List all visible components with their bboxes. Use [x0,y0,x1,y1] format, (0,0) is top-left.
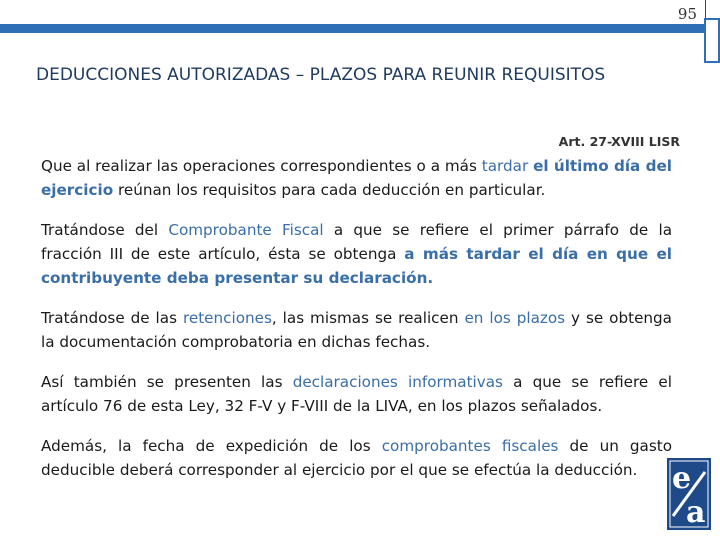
slide-title: DEDUCCIONES AUTORIZADAS – PLAZOS PARA REUNIR REQUISITOS [36,65,606,85]
highlighted-text: a más tardar el día en que el contribuyente deba presentar su declaración. [41,245,673,287]
logo-letter-a: a [686,495,706,530]
highlighted-text: tardar [481,157,529,175]
legal-reference: Art. 27-XVIII LISR [558,134,680,149]
paragraph-text: reúnan los requisitos para cada deducción en particular. [113,181,546,199]
slide-body [41,154,672,498]
page-number: 95 [677,5,697,23]
paragraph [41,218,672,290]
logo-letter-e: e [672,461,692,496]
ea-logo-icon [667,458,711,530]
highlighted-text: el último día del ejercicio [41,157,673,199]
highlighted-text: declaraciones informativas [292,373,503,391]
paragraph-text: de un gasto deducible deberá corresponder al ejercicio por el que se efectúa la deducción. [41,437,672,479]
paragraph [41,434,672,482]
paragraph-text: Que al realizar las operaciones correspondientes o a más [41,157,482,175]
highlighted-text: Comprobante Fiscal [168,221,324,239]
paragraph [41,154,672,202]
paragraph-text: y se obtenga la documentación comprobatoria en dichas fechas. [41,309,672,351]
paragraph-text: Tratándose del [41,221,169,239]
header-bar-end-box [704,18,720,63]
highlighted-text: retenciones [182,309,272,327]
highlighted-text: en los plazos [464,309,566,327]
header-bar [0,24,720,33]
paragraph-text: , las mismas se realicen [271,309,465,327]
paragraph-text: a que se refiere el primer párrafo de la fracción III de este artículo, ésta se obtenga [41,221,672,263]
highlighted-text: comprobantes fiscales [381,437,559,455]
paragraph-text: Así también se presenten las [41,373,293,391]
paragraph-text: a que se refiere el artículo 76 de esta Ley, 32 F-V y F-VIII de la LIVA, en los plazos señalados. [41,373,672,415]
paragraph-text: Tratándose de las [41,309,183,327]
paragraph-text: Además, la fecha de expedición de los [41,437,382,455]
paragraph [41,370,672,418]
paragraph [41,306,672,354]
